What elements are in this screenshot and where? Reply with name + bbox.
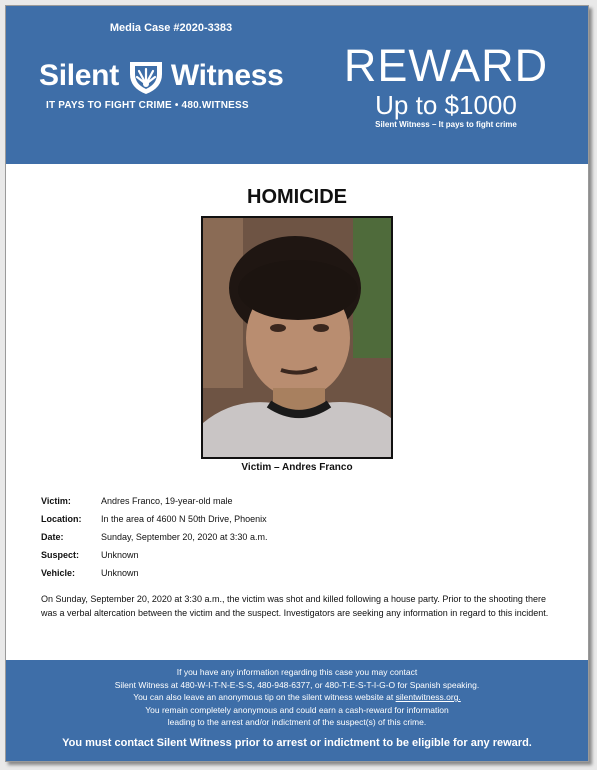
detail-label: Suspect: [41, 550, 80, 560]
logo-word-silent: Silent [39, 59, 119, 92]
footer-line-contact: If you have any information regarding this case you may contact [176, 667, 418, 677]
logo-word-witness: Witness [170, 59, 284, 92]
logo-tagline: IT PAYS TO FIGHT CRIME • 480.WITNESS [46, 100, 249, 111]
detail-row-vehicle [41, 564, 267, 582]
flyer-page [5, 5, 589, 762]
detail-value: Sunday, September 20, 2020 at 3:30 a.m. [101, 532, 268, 542]
header-banner [6, 6, 588, 164]
detail-value: Andres Franco, 19-year-old male [101, 496, 233, 506]
detail-label: Vehicle: [41, 568, 76, 578]
victim-photo [201, 216, 393, 459]
detail-value: Unknown [101, 568, 139, 578]
detail-label: Victim: [41, 496, 71, 506]
footer-line-website [6, 691, 588, 704]
footer-line-arrest: leading to the arrest and/or indictment of the suspect(s) of this crime. [167, 717, 427, 727]
detail-value: Unknown [101, 550, 139, 560]
crime-type-heading: HOMICIDE [247, 186, 347, 208]
sunrise-shield-icon [126, 56, 166, 96]
detail-row-suspect [41, 546, 267, 564]
detail-label: Date: [41, 532, 64, 542]
detail-value: In the area of 4600 N 50th Drive, Phoenix [101, 514, 267, 524]
footer-line-anonymous: You remain completely anonymous and could earn a cash-reward for information [145, 704, 449, 715]
reward-amount: Up to $1000 [375, 90, 517, 120]
case-narrative: On Sunday, September 20, 2020 at 3:30 a.m., the victim was shot and killed following a house party. Prior to the shooting there was a verbal altercation between the victim and the suspect. Investigators are seeking any information in regard to this incident. [41, 594, 549, 618]
detail-row-victim [41, 492, 267, 510]
footer-line-phones: Silent Witness at 480-W-I-T-N-E-S-S, 480-948-6377, or 480-T-E-S-T-I-G-O for Spanish speaking. [114, 679, 480, 690]
detail-label: Location: [41, 514, 82, 524]
footer-banner [6, 660, 588, 761]
victim-photo-illustration [203, 218, 391, 457]
photo-caption: Victim – Andres Franco [241, 462, 353, 473]
media-case-number: Media Case #2020-3383 [109, 22, 233, 34]
silent-witness-logo [39, 56, 284, 96]
silentwitness-link[interactable]: silentwitness.org. [395, 692, 461, 702]
reward-title: REWARD [343, 40, 549, 91]
detail-row-location [41, 510, 267, 528]
case-details [41, 492, 267, 582]
reward-subtitle: Silent Witness – It pays to fight crime [375, 120, 517, 129]
footer-website-prefix: You can also leave an anonymous tip on the silent witness website at [133, 692, 396, 702]
footer-eligibility-notice: You must contact Silent Witness prior to arrest or indictment to be eligible for any reward. [62, 736, 532, 749]
detail-row-date [41, 528, 267, 546]
